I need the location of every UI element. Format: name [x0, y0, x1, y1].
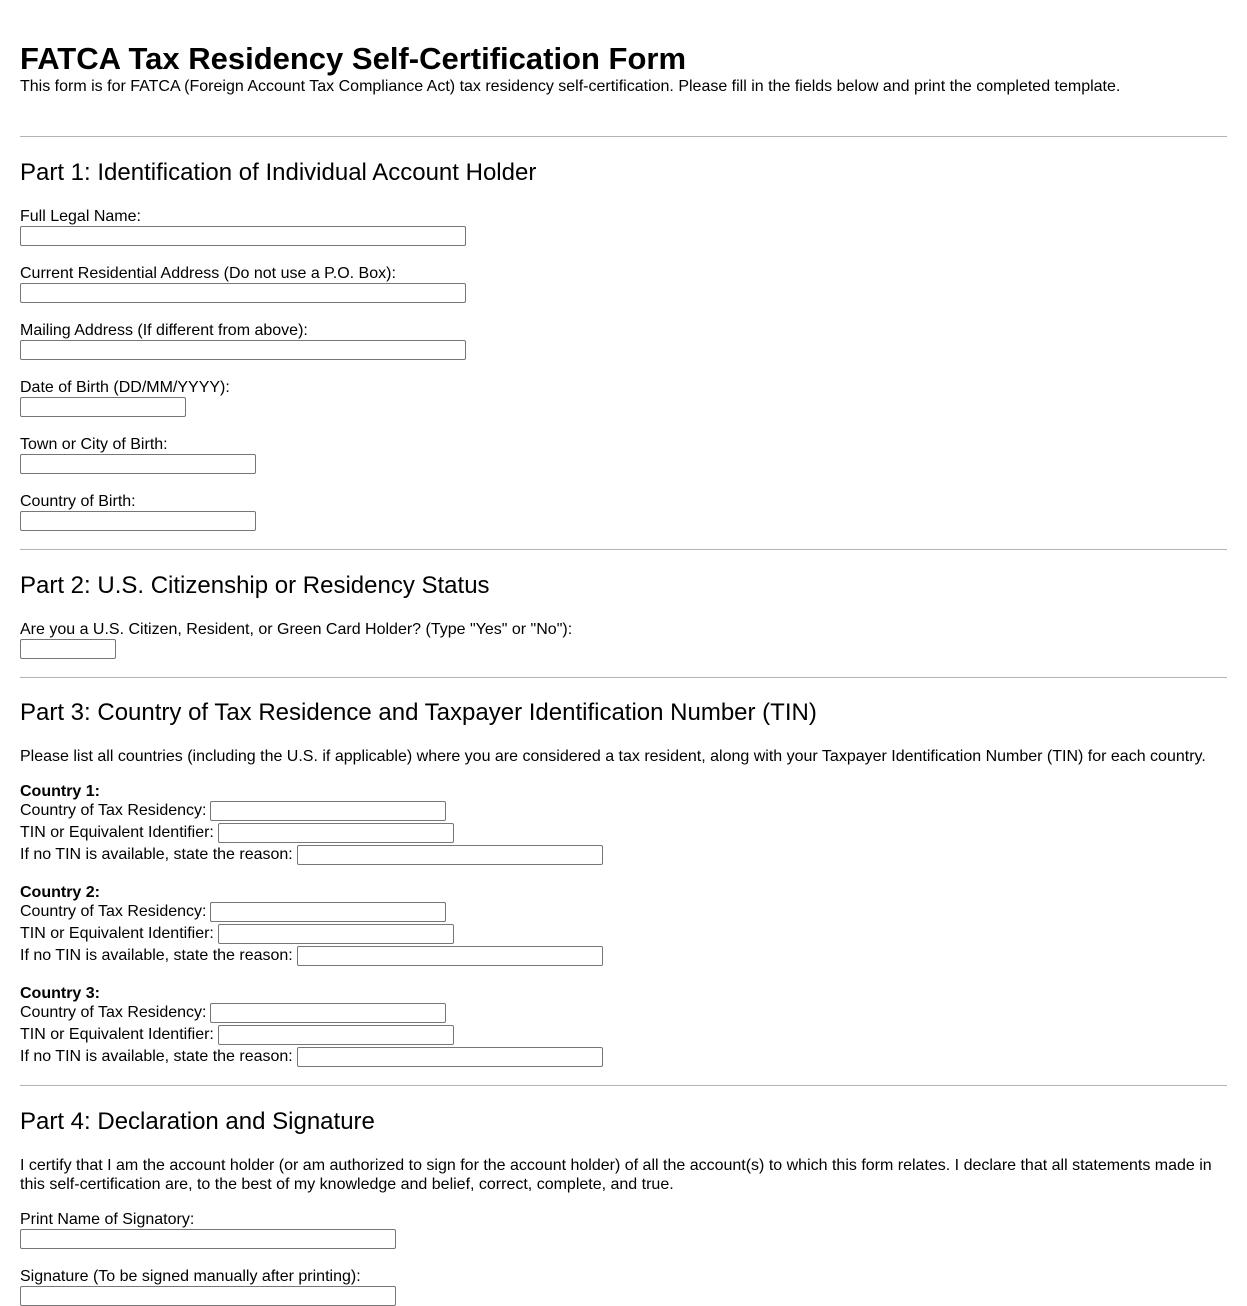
- country-residency-label: Country of Tax Residency:: [20, 903, 207, 920]
- us-status-label: Are you a U.S. Citizen, Resident, or Green Card Holder? (Type "Yes" or "No"):: [20, 621, 573, 638]
- residential-address-label: Current Residential Address (Do not use a P.O. Box):: [20, 265, 396, 282]
- declaration-text: I certify that I am the account holder (or am authorized to sign for the account holder) of all the account(s) to which this form relates. I declare that all statements made in this self-certification are, to the best of my knowledge and belief, correct, complete, and true.: [20, 1157, 1212, 1193]
- page-title: FATCA Tax Residency Self-Certification Form: [20, 41, 687, 76]
- mailing-address-label: Mailing Address (If different from above):: [20, 322, 308, 339]
- dob-label: Date of Birth (DD/MM/YYYY):: [20, 379, 230, 396]
- divider: [20, 677, 1227, 678]
- divider: [20, 136, 1227, 137]
- country-3-reason-row: [20, 1046, 603, 1068]
- part2-heading: Part 2: U.S. Citizenship or Residency Status: [20, 572, 490, 599]
- country-residency-label: Country of Tax Residency:: [20, 1004, 207, 1021]
- country-1-title: Country 1:: [20, 783, 100, 800]
- country-3-tin-row: [20, 1024, 454, 1046]
- no-tin-reason-label: If no TIN is available, state the reason:: [20, 1048, 293, 1065]
- no-tin-reason-label: If no TIN is available, state the reason:: [20, 947, 293, 964]
- country-1-tin-input[interactable]: [218, 823, 454, 843]
- country-3-title: Country 3:: [20, 985, 100, 1002]
- tin-label: TIN or Equivalent Identifier:: [20, 824, 214, 841]
- divider: [20, 549, 1227, 550]
- tin-label: TIN or Equivalent Identifier:: [20, 925, 214, 942]
- residential-address-input[interactable]: [20, 283, 466, 303]
- no-tin-reason-label: If no TIN is available, state the reason:: [20, 846, 293, 863]
- country-3-tin-input[interactable]: [218, 1025, 454, 1045]
- part1-heading: Part 1: Identification of Individual Account Holder: [20, 159, 537, 186]
- part3-heading: Part 3: Country of Tax Residence and Taxpayer Identification Number (TIN): [20, 699, 817, 726]
- mailing-address-input[interactable]: [20, 340, 466, 360]
- country-3-residency-input[interactable]: [210, 1003, 446, 1023]
- town-of-birth-input[interactable]: [20, 454, 256, 474]
- country-1-residency-row: [20, 800, 446, 822]
- full-name-label: Full Legal Name:: [20, 208, 141, 225]
- us-status-input[interactable]: [20, 639, 116, 659]
- country-1-tin-row: [20, 822, 454, 844]
- country-1-reason-row: [20, 844, 603, 866]
- country-residency-label: Country of Tax Residency:: [20, 802, 207, 819]
- country-2-residency-row: [20, 901, 446, 923]
- print-name-input[interactable]: [20, 1229, 396, 1249]
- country-3-residency-row: [20, 1002, 446, 1024]
- country-of-birth-label: Country of Birth:: [20, 493, 136, 510]
- dob-input[interactable]: [20, 397, 186, 417]
- country-3-reason-input[interactable]: [297, 1047, 603, 1067]
- intro-text: This form is for FATCA (Foreign Account Tax Compliance Act) tax residency self-certification. Please fill in the fields below and print the completed template.: [20, 78, 1121, 95]
- part3-instructions: Please list all countries (including the U.S. if applicable) where you are considered a tax resident, along with your Taxpayer Identification Number (TIN) for each country.: [20, 748, 1206, 765]
- signature-input[interactable]: [20, 1286, 396, 1306]
- full-name-input[interactable]: [20, 226, 466, 246]
- country-2-residency-input[interactable]: [210, 902, 446, 922]
- part4-heading: Part 4: Declaration and Signature: [20, 1108, 375, 1135]
- country-of-birth-input[interactable]: [20, 511, 256, 531]
- country-2-title: Country 2:: [20, 884, 100, 901]
- divider: [20, 1085, 1227, 1086]
- country-1-residency-input[interactable]: [210, 801, 446, 821]
- country-2-tin-row: [20, 923, 454, 945]
- tin-label: TIN or Equivalent Identifier:: [20, 1026, 214, 1043]
- print-name-label: Print Name of Signatory:: [20, 1211, 195, 1228]
- country-2-tin-input[interactable]: [218, 924, 454, 944]
- country-2-reason-row: [20, 945, 603, 967]
- town-of-birth-label: Town or City of Birth:: [20, 436, 168, 453]
- country-2-reason-input[interactable]: [297, 946, 603, 966]
- country-1-reason-input[interactable]: [297, 845, 603, 865]
- signature-label: Signature (To be signed manually after printing):: [20, 1268, 361, 1285]
